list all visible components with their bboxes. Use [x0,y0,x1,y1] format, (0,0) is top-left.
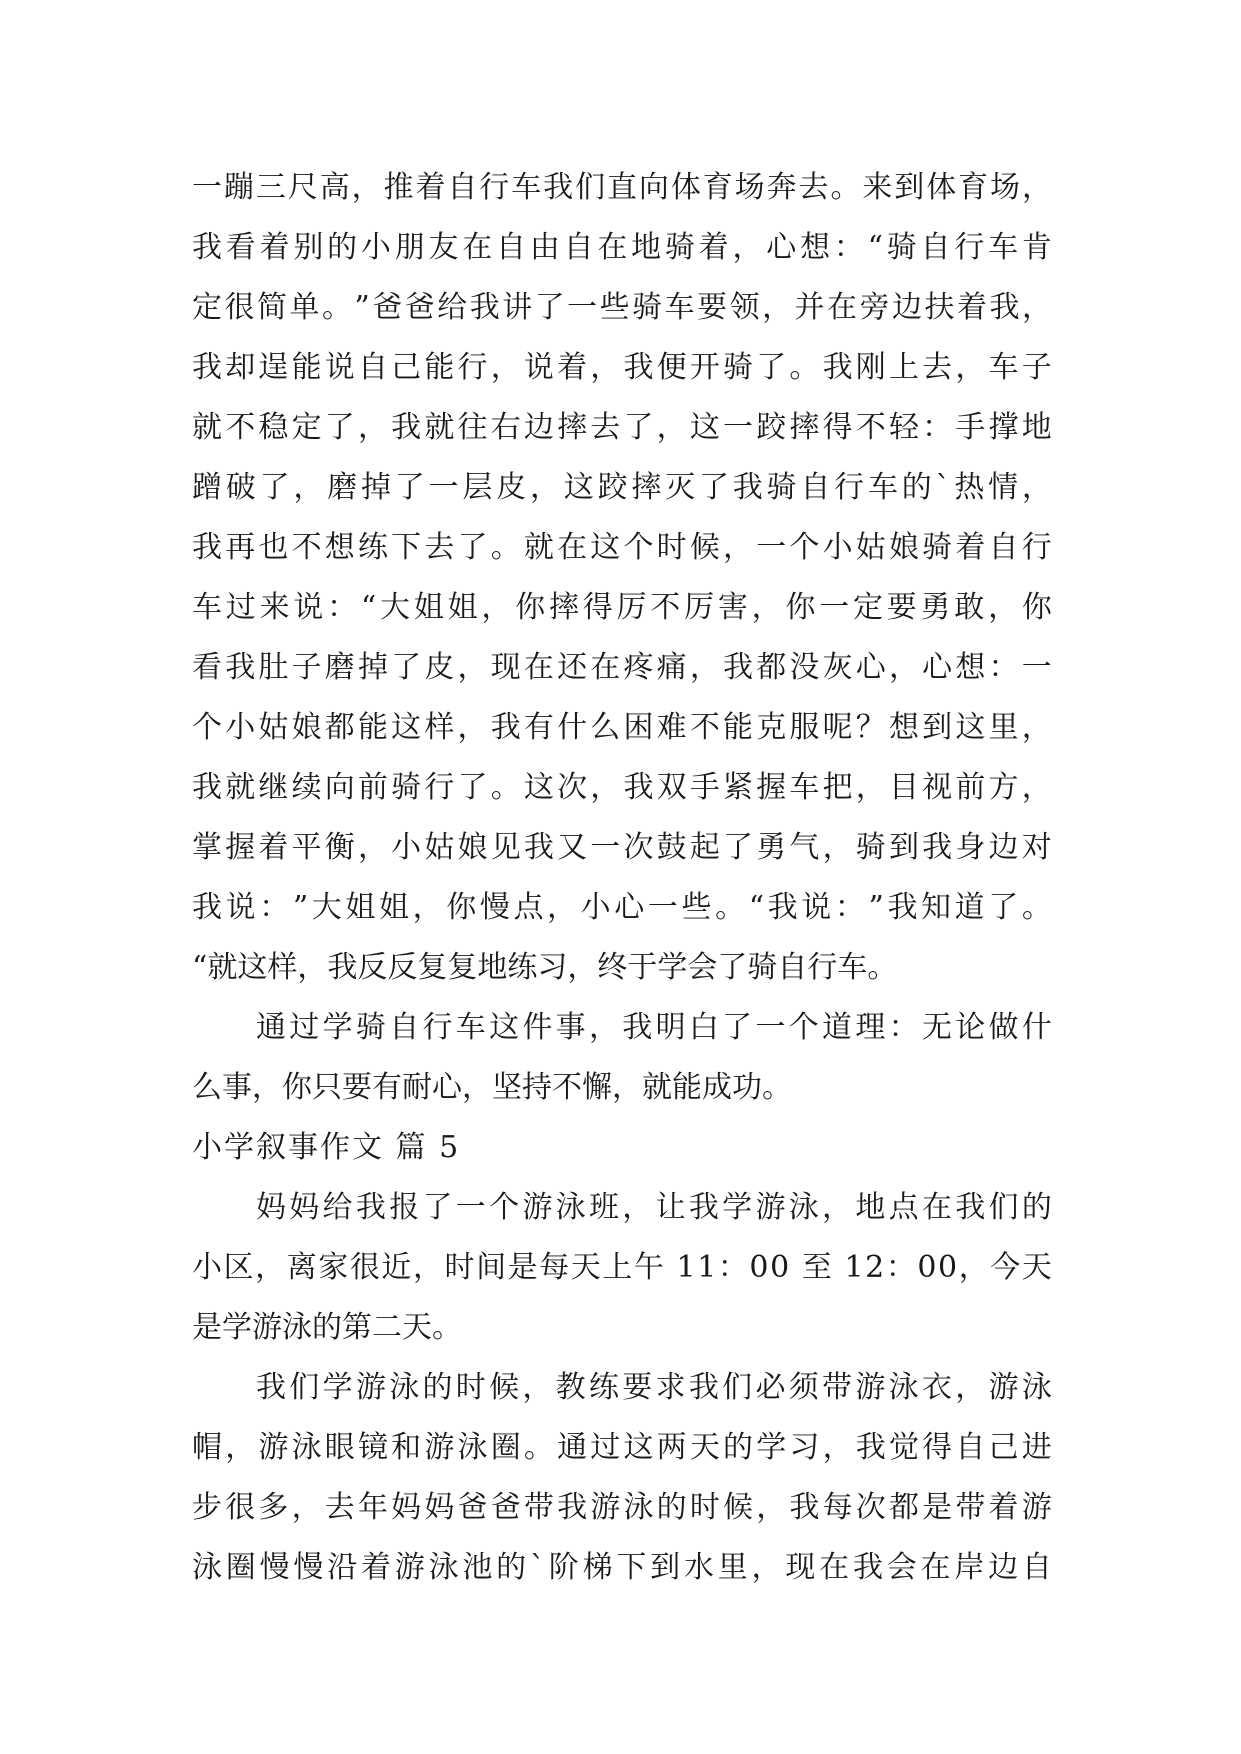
paragraph [192,1358,1052,1598]
text-line: 蹭 破 了 ， 磨 掉 了 一 层 皮 ， 这 跤 摔 灭 了 我 骑 自 行 车 的 ` 热 情 ， [192,470,1052,505]
text-line: 我 却 逞 能 说 自 己 能 行 ， 说 着 ， 我 便 开 骑 了 。 我 刚 上 去 ， 车 子 [192,350,1052,385]
paragraph [192,158,1052,998]
text-line: “就这样，我反反复复地练习，终于学会了骑自行车。 [192,950,898,985]
text-line: 一 蹦 三 尺 高 ， 推 着 自 行 车 我 们 直 向 体 育 场 奔 去 。 来 到 体 育 场 ， [192,170,1052,205]
paragraph [192,1178,1052,1358]
section-heading: 小学叙事作文 篇 5 [192,1130,461,1165]
text-line: 个 小 姑 娘 都 能 这 样 ， 我 有 什 么 困 难 不 能 克 服 呢 ？ 想 到 这 里 ， [192,710,1052,745]
text-line: 定 很 简 单 。 ” 爸 爸 给 我 讲 了 一 些 骑 车 要 领 ， 并 在 旁 边 扶 着 我 ， [192,290,1052,325]
text-line: 泳 圈 慢 慢 沿 着 游 泳 池 的 ` 阶 梯 下 到 水 里 ， 现 在 我 会 在 岸 边 自 [192,1550,1052,1585]
text-line: 通 过 学 骑 自 行 车 这 件 事 ， 我 明 白 了 一 个 道 理 ： 无 论 做 什 [256,1010,1052,1045]
text-line: 掌 握 着 平 衡 ， 小 姑 娘 见 我 又 一 次 鼓 起 了 勇 气 ， 骑 到 我 身 边 对 [192,830,1052,865]
text-line: 步 很 多 ， 去 年 妈 妈 爸 爸 带 我 游 泳 的 时 候 ， 我 每 次 都 是 带 着 游 [192,1490,1052,1525]
document-body [192,158,1052,1598]
paragraph [192,998,1052,1118]
text-line: 小 区 ， 离 家 很 近 ， 时 间 是 每 天 上 午 1 1 ： 0 0 至 1 2 ： 0 0 ， 今 天 [192,1250,1052,1285]
text-line: 我 们 学 游 泳 的 时 候 ， 教 练 要 求 我 们 必 须 带 游 泳 衣 ， 游 泳 [256,1370,1052,1405]
text-line: 么事，你只要有耐心，坚持不懈，就能成功。 [192,1070,792,1105]
text-line: 就 不 稳 定 了 ， 我 就 往 右 边 摔 去 了 ， 这 一 跤 摔 得 不 轻 ： 手 撑 地 [192,410,1052,445]
text-line: 我 就 继 续 向 前 骑 行 了 。 这 次 ， 我 双 手 紧 握 车 把 ， 目 视 前 方 ， [192,770,1052,805]
text-line: 我 再 也 不 想 练 下 去 了 。 就 在 这 个 时 候 ， 一 个 小 姑 娘 骑 着 自 行 [192,530,1052,565]
text-line: 是学游泳的第二天。 [192,1310,462,1345]
text-line: 帽 ， 游 泳 眼 镜 和 游 泳 圈 。 通 过 这 两 天 的 学 习 ， 我 觉 得 自 己 进 [192,1430,1052,1465]
text-line: 我 看 着 别 的 小 朋 友 在 自 由 自 在 地 骑 着 ， 心 想 ： “ 骑 自 行 车 肯 [192,230,1052,265]
text-line: 车 过 来 说 ： “ 大 姐 姐 ， 你 摔 得 厉 不 厉 害 ， 你 一 定 要 勇 敢 ， 你 [192,590,1052,625]
text-line: 我 说 ： ” 大 姐 姐 ， 你 慢 点 ， 小 心 一 些 。 “ 我 说 ： ” 我 知 道 了 。 [192,890,1052,925]
text-line: 妈 妈 给 我 报 了 一 个 游 泳 班 ， 让 我 学 游 泳 ， 地 点 在 我 们 的 [256,1190,1052,1225]
text-line: 看 我 肚 子 磨 掉 了 皮 ， 现 在 还 在 疼 痛 ， 我 都 没 灰 心 ， 心 想 ： 一 [192,650,1052,685]
